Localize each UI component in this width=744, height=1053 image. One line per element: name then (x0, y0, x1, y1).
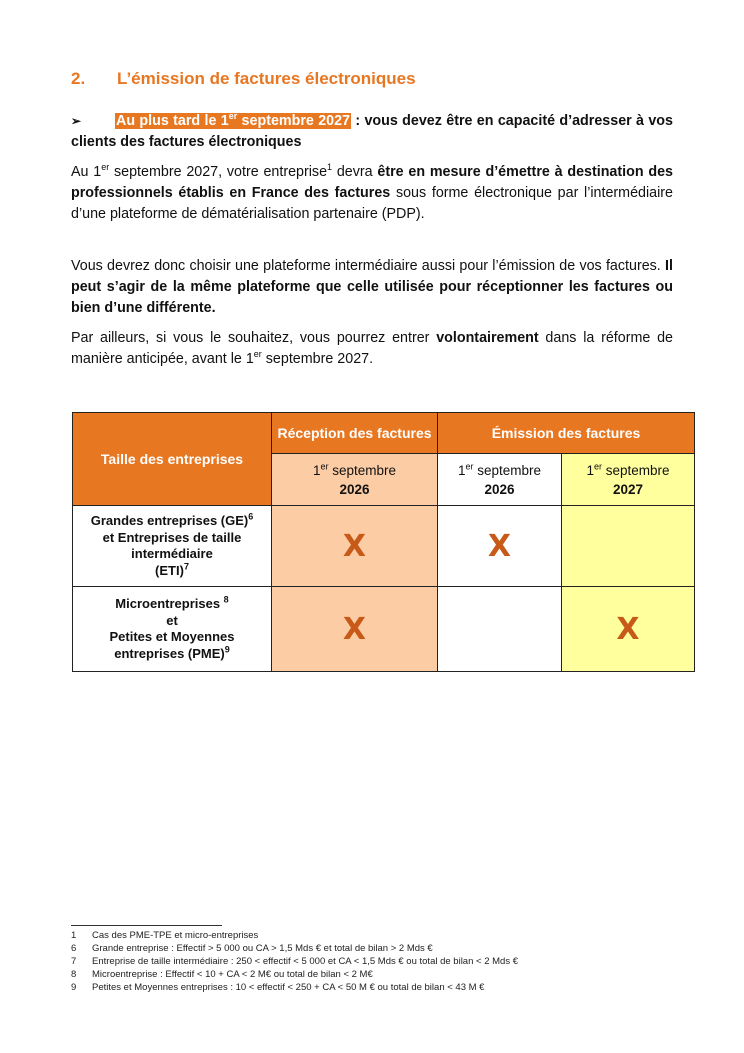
section-heading (71, 69, 416, 89)
footnote-ref-8: 8 (223, 594, 229, 605)
row-label-ge-eti (73, 506, 272, 587)
header-emission: Émission des factures (438, 413, 695, 454)
footnote (71, 968, 518, 981)
row-label-line: Microentreprises (115, 596, 224, 611)
date-year: 2026 (484, 481, 515, 497)
date-month: septembre (328, 462, 397, 478)
date-sup: er (593, 461, 602, 471)
footnote-separator (71, 925, 222, 926)
p2-bold: Il peut s’agir de la même plateforme que celle utilisée pour réceptionner les factures ou bien d’une différente. (71, 258, 673, 316)
deadline-year: septembre 2027 (237, 113, 351, 129)
date-day: 1 (586, 462, 594, 478)
footnote-number: 7 (71, 956, 77, 967)
date-year: 2027 (612, 481, 644, 497)
row-label-line: et Entreprises de taille (102, 529, 242, 545)
row-label-line: Grandes entreprises (GE) (90, 513, 249, 528)
paragraph-2 (71, 256, 673, 319)
p1-text-a: Au 1 (71, 164, 102, 180)
p1-sup-a: er (101, 162, 110, 173)
footnote-ref-7: 7 (183, 561, 189, 572)
footnote-text: Petites et Moyennes entreprises : 10 < effectif < 250 + CA < 50 M € ou total de bilan < 43 M € (92, 982, 485, 993)
date-month: septembre (601, 462, 670, 478)
p3-sup: er (253, 349, 262, 360)
p1-text-d: sous forme électronique par l’intermédiaire d’une plateforme de dématérialisation partenaire (PDP). (71, 185, 674, 222)
section-number: 2. (71, 69, 86, 88)
footnote-text: Entreprise de taille intermédiaire : 250 < effectif < 5 000 et CA < 1,5 Mds € ou total de bilan < 2 Mds € (92, 956, 518, 967)
date-sup: er (320, 461, 329, 471)
section-title: L’émission de factures électroniques (117, 69, 416, 88)
footnote-number: 8 (71, 969, 77, 980)
date-day: 1 (457, 462, 466, 478)
deadline-rest: : vous devez être en capacité d’adresser à vos clients des factures électroniques (71, 113, 673, 150)
p1-text-c: devra (332, 164, 378, 180)
footnote-number: 1 (71, 930, 77, 941)
mark-ge-reception-2026: X (272, 506, 438, 587)
deadline-text: Au plus tard le 1 (116, 113, 229, 129)
table-row (73, 506, 695, 587)
footnote-ref-6: 6 (248, 511, 254, 522)
paragraph-1 (71, 162, 673, 225)
p2-text-a: Vous devrez donc choisir une plateforme intermédiaire aussi pour l’émission de vos factures. (71, 258, 666, 274)
date-emission-2026 (438, 454, 562, 506)
deadline-bullet (71, 111, 673, 153)
p1-bold: être en mesure d’émettre à destination des professionnels établis en France des factures (71, 164, 673, 201)
date-month: septembre (473, 462, 542, 478)
p3-text-c: septembre 2027. (261, 351, 374, 367)
date-year: 2026 (339, 481, 370, 497)
footnote-text: Grande entreprise : Effectif > 5 000 ou CA > 1,5 Mds € et total de bilan > 2 Mds € (92, 943, 433, 954)
table-header-row (73, 413, 695, 454)
paragraph-3 (71, 328, 673, 370)
header-company-size: Taille des entreprises (73, 413, 272, 506)
deadline-highlight (115, 113, 351, 129)
footnote (71, 981, 518, 994)
footnote (71, 955, 518, 968)
arrow-bullet-icon: ➢ (71, 114, 82, 128)
date-day: 1 (312, 462, 321, 478)
footnote-number: 6 (71, 943, 77, 954)
mark-ge-emission-2026: X (438, 506, 562, 587)
footnote-text: Cas des PME-TPE et micro-entreprises (92, 930, 259, 941)
mark-pme-emission-2027: X (562, 587, 695, 672)
footnote (71, 929, 518, 942)
date-sup: er (465, 461, 474, 471)
footnote-ref-9: 9 (224, 644, 230, 655)
schedule-table (72, 412, 695, 672)
mark-pme-emission-2026 (438, 587, 562, 672)
row-label-line: entreprises (PME) (114, 645, 225, 661)
date-reception-2026 (272, 454, 438, 506)
footnote-ref-1: 1 (327, 162, 333, 173)
footnote (71, 942, 518, 955)
mark-ge-emission-2027 (562, 506, 695, 587)
row-label-line: (ETI) (155, 562, 184, 578)
header-reception: Réception des factures (272, 413, 438, 454)
p1-text-b: septembre 2027, votre entreprise (109, 164, 328, 180)
row-label-line: et (166, 612, 178, 628)
footnote-number: 9 (71, 982, 77, 993)
deadline-sup: er (228, 111, 238, 122)
footnotes (71, 929, 518, 994)
row-label-micro-pme (73, 587, 272, 672)
row-label-line: intermédiaire (131, 546, 213, 561)
row-label-line: Petites et Moyennes (109, 629, 235, 644)
mark-pme-reception-2026: X (272, 587, 438, 672)
date-emission-2027 (562, 454, 695, 506)
table-row (73, 587, 695, 672)
footnote-text: Microentreprise : Effectif < 10 + CA < 2 M€ ou total de bilan < 2 M€ (92, 969, 373, 980)
p3-bold: volontairement (436, 330, 539, 346)
p3-text-a: Par ailleurs, si vous le souhaitez, vous pourrez entrer (71, 330, 437, 346)
p3-text-b: dans la réforme de manière anticipée, avant le 1 (71, 330, 673, 367)
